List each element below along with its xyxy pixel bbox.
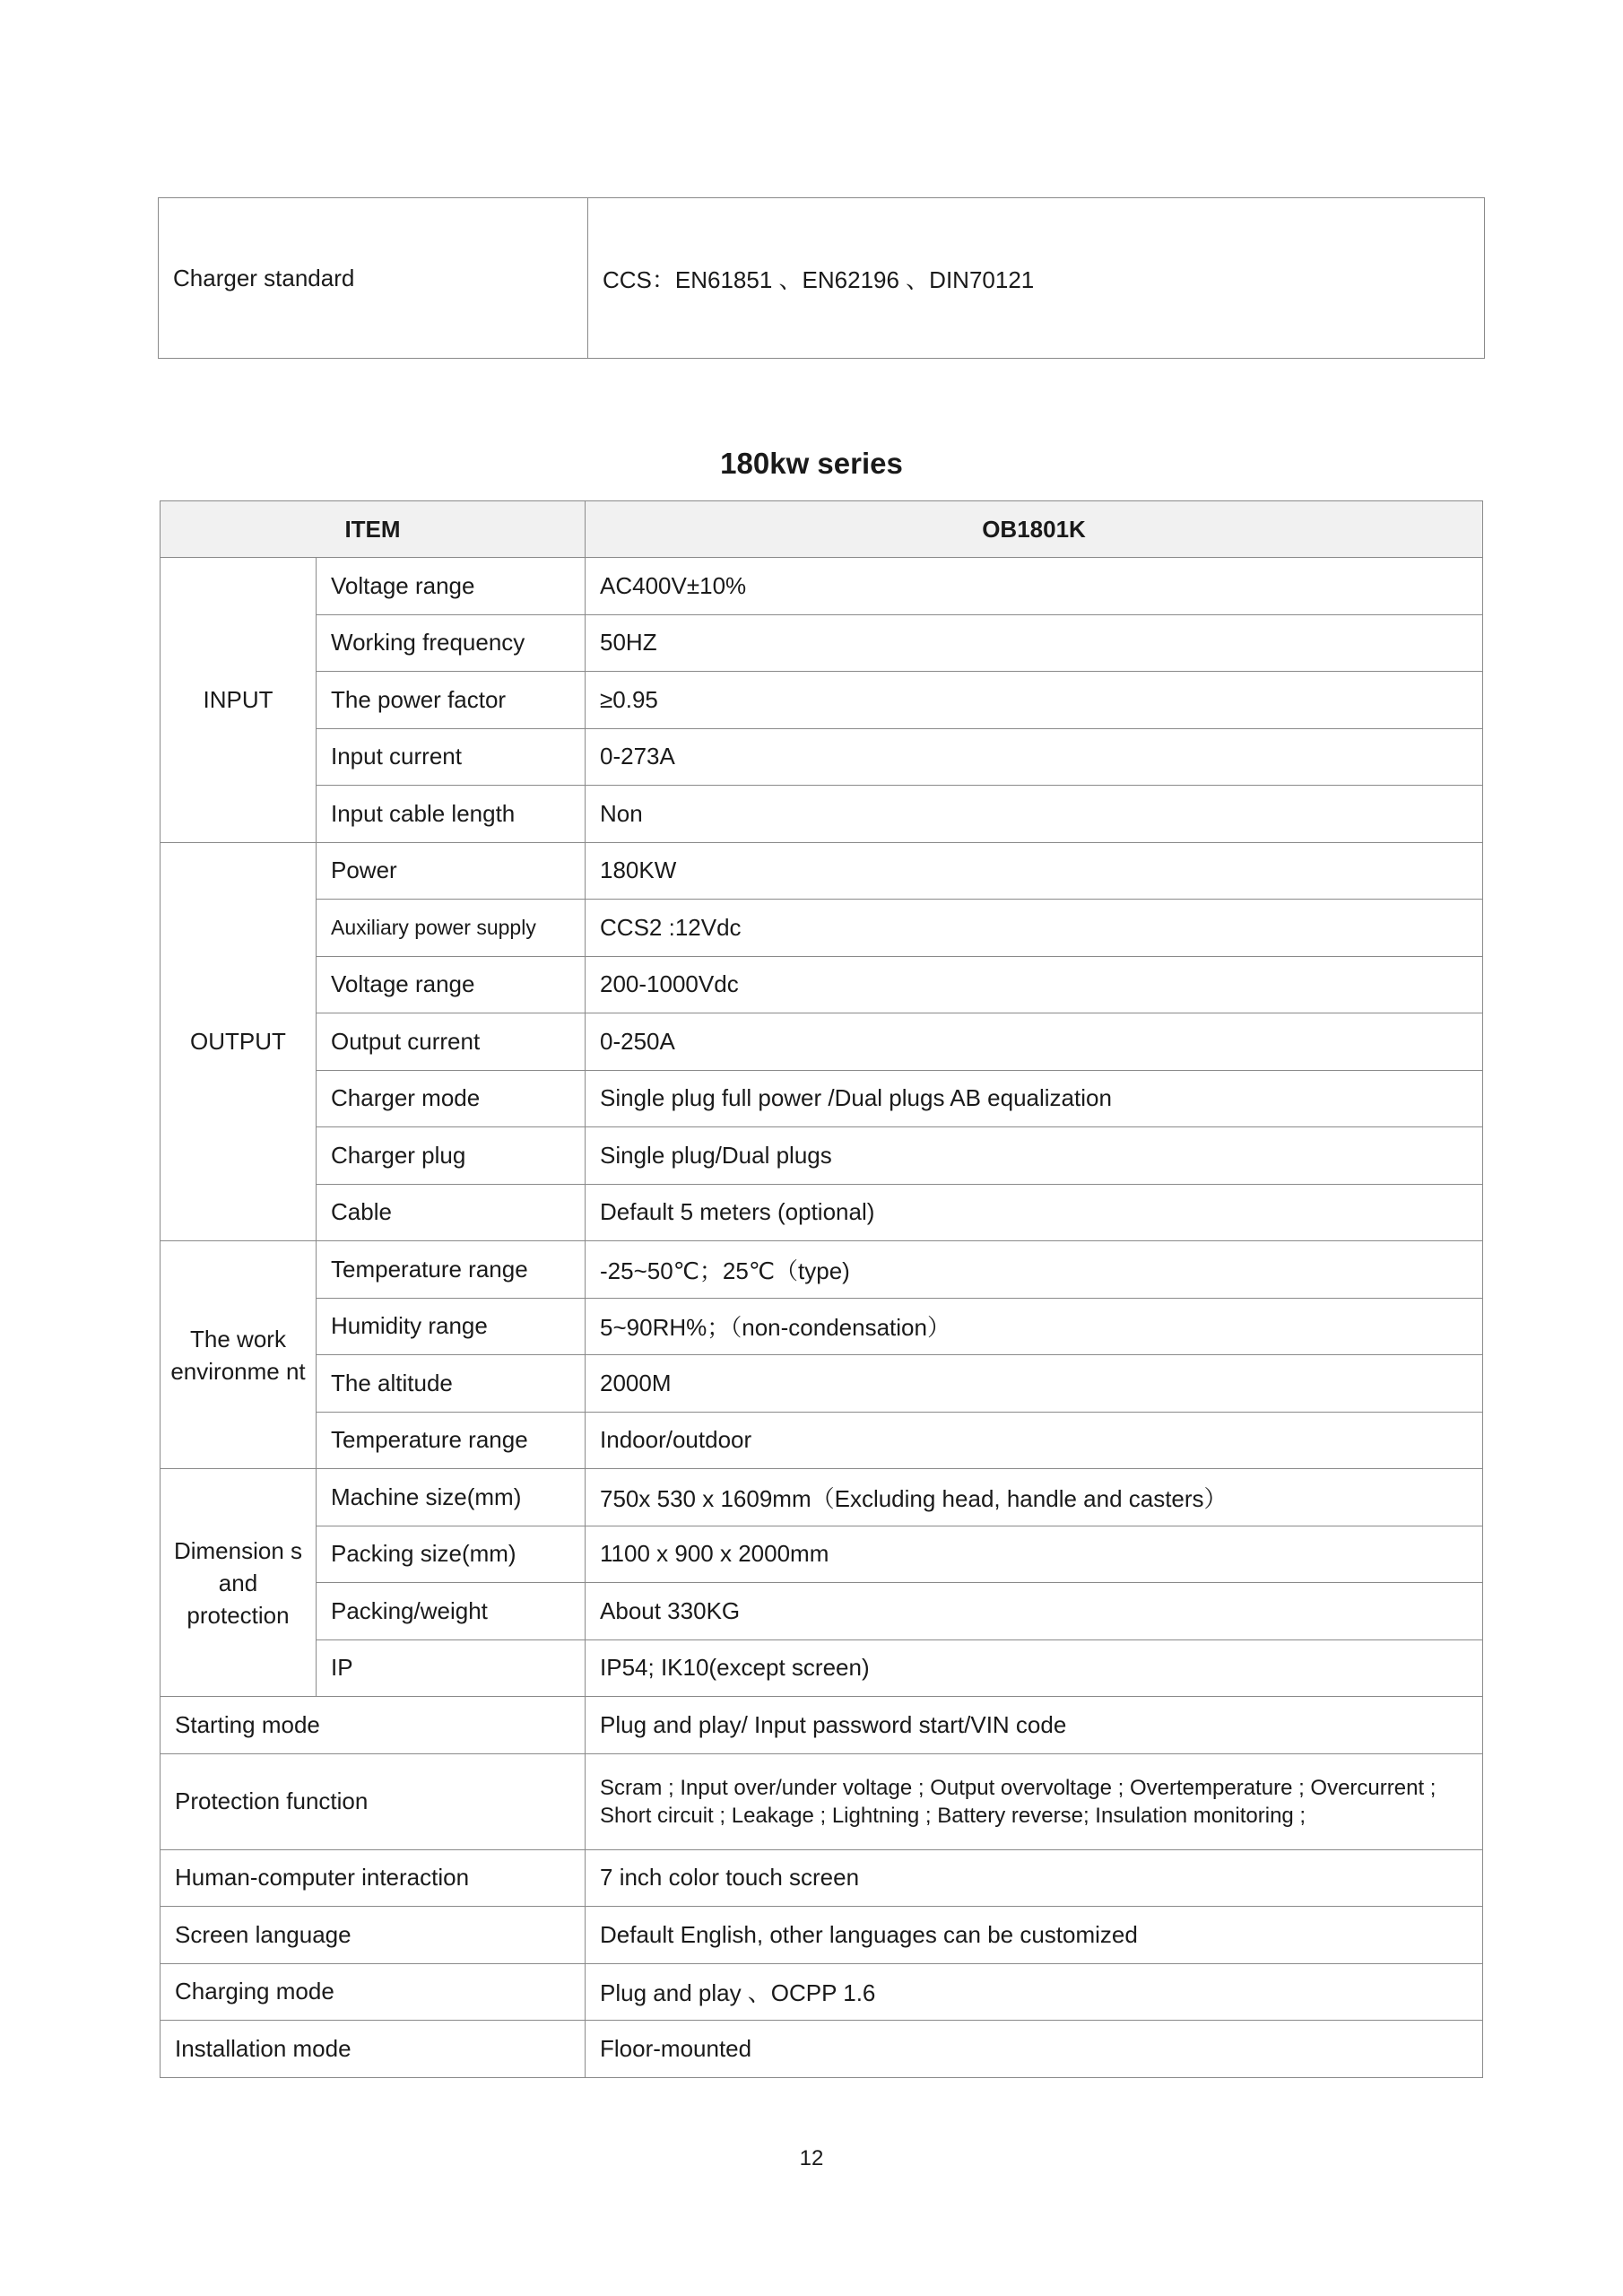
- row-value: 7 inch color touch screen: [586, 1849, 1483, 1907]
- standard-label: Charger standard: [159, 198, 588, 359]
- table-row: [161, 1849, 1483, 1907]
- table-row: [161, 728, 1483, 786]
- row-value: 50HZ: [586, 614, 1483, 672]
- row-label: Humidity range: [317, 1298, 586, 1355]
- group-output: OUTPUT: [161, 842, 317, 1241]
- row-label: Packing size(mm): [317, 1526, 586, 1583]
- table-header-row: [161, 501, 1483, 558]
- row-label: Temperature range: [317, 1241, 586, 1299]
- row-value: Single plug full power /Dual plugs AB equalization: [586, 1070, 1483, 1127]
- table-row: [161, 1583, 1483, 1640]
- table-row: [161, 1355, 1483, 1413]
- standard-value: CCS：EN61851 、EN62196 、DIN70121: [588, 198, 1485, 359]
- row-label: Starting mode: [161, 1697, 586, 1754]
- row-value: Single plug/Dual plugs: [586, 1127, 1483, 1185]
- table-row: [161, 956, 1483, 1013]
- charger-standard-table: [158, 197, 1485, 359]
- row-value: -25~50℃；25℃（type): [586, 1241, 1483, 1299]
- table-row: [161, 1469, 1483, 1526]
- table-row: [159, 198, 1485, 359]
- row-value: AC400V±10%: [586, 558, 1483, 615]
- row-value: 1100 x 900 x 2000mm: [586, 1526, 1483, 1583]
- row-value: 750x 530 x 1609mm（Excluding head, handle and casters）: [586, 1469, 1483, 1526]
- row-label: The power factor: [317, 672, 586, 729]
- row-value: 2000M: [586, 1355, 1483, 1413]
- page-number: 12: [799, 2146, 824, 2170]
- row-label: Installation mode: [161, 2021, 586, 2078]
- row-value: Scram ; Input over/under voltage ; Output overvoltage ; Overtemperature ; Overcurrent ; Short circuit ; Leakage ; Lightning ; Battery reverse; Insulation monitoring ;: [586, 1753, 1483, 1849]
- row-label: Screen language: [161, 1907, 586, 1964]
- table-row: [161, 1907, 1483, 1964]
- row-label: Charging mode: [161, 1963, 586, 2021]
- row-label: Power: [317, 842, 586, 900]
- series-title: 180kw series: [720, 447, 903, 480]
- row-value: Non: [586, 786, 1483, 843]
- table-row: [161, 1412, 1483, 1469]
- row-value: 180KW: [586, 842, 1483, 900]
- table-row: [161, 558, 1483, 615]
- row-value: Plug and play 、OCPP 1.6: [586, 1963, 1483, 2021]
- table-row: [161, 1241, 1483, 1299]
- table-row: [161, 786, 1483, 843]
- table-row: [161, 2021, 1483, 2078]
- row-value: About 330KG: [586, 1583, 1483, 1640]
- group-input: INPUT: [161, 558, 317, 843]
- row-value: Plug and play/ Input password start/VIN code: [586, 1697, 1483, 1754]
- table-row: [161, 842, 1483, 900]
- row-label: Voltage range: [317, 956, 586, 1013]
- row-value: IP54; IK10(except screen): [586, 1639, 1483, 1697]
- row-label: Input current: [317, 728, 586, 786]
- group-work-environment: The work environme nt: [161, 1241, 317, 1469]
- table-row: [161, 1526, 1483, 1583]
- table-row: [161, 1013, 1483, 1071]
- row-value: ≥0.95: [586, 672, 1483, 729]
- table-row: [161, 1753, 1483, 1849]
- row-value: Indoor/outdoor: [586, 1412, 1483, 1469]
- row-label: Working frequency: [317, 614, 586, 672]
- row-label: Temperature range: [317, 1412, 586, 1469]
- table-row: [161, 1127, 1483, 1185]
- table-row: [161, 1298, 1483, 1355]
- table-row: [161, 1963, 1483, 2021]
- row-label: Protection function: [161, 1753, 586, 1849]
- table-row: [161, 672, 1483, 729]
- table-row: [161, 1639, 1483, 1697]
- header-item: ITEM: [161, 501, 586, 558]
- spec-table: [160, 500, 1483, 2078]
- row-value: 0-273A: [586, 728, 1483, 786]
- row-value: Floor-mounted: [586, 2021, 1483, 2078]
- row-label: IP: [317, 1639, 586, 1697]
- table-row: [161, 1697, 1483, 1754]
- group-dimensions-protection: Dimension s and protection: [161, 1469, 317, 1697]
- table-row: [161, 900, 1483, 957]
- table-row: [161, 1070, 1483, 1127]
- table-row: [161, 614, 1483, 672]
- table-row: [161, 1184, 1483, 1241]
- row-label: Auxiliary power supply: [317, 900, 586, 957]
- row-label: Charger plug: [317, 1127, 586, 1185]
- row-label: The altitude: [317, 1355, 586, 1413]
- row-label: Input cable length: [317, 786, 586, 843]
- row-value: 200-1000Vdc: [586, 956, 1483, 1013]
- row-label: Cable: [317, 1184, 586, 1241]
- row-label: Output current: [317, 1013, 586, 1071]
- row-value: Default 5 meters (optional): [586, 1184, 1483, 1241]
- row-label: Voltage range: [317, 558, 586, 615]
- row-value: CCS2 :12Vdc: [586, 900, 1483, 957]
- row-value: 0-250A: [586, 1013, 1483, 1071]
- row-value: 5~90RH%；（non-condensation）: [586, 1298, 1483, 1355]
- header-model: OB1801K: [586, 501, 1483, 558]
- row-label: Human-computer interaction: [161, 1849, 586, 1907]
- row-label: Packing/weight: [317, 1583, 586, 1640]
- row-label: Charger mode: [317, 1070, 586, 1127]
- row-label: Machine size(mm): [317, 1469, 586, 1526]
- row-value: Default English, other languages can be customized: [586, 1907, 1483, 1964]
